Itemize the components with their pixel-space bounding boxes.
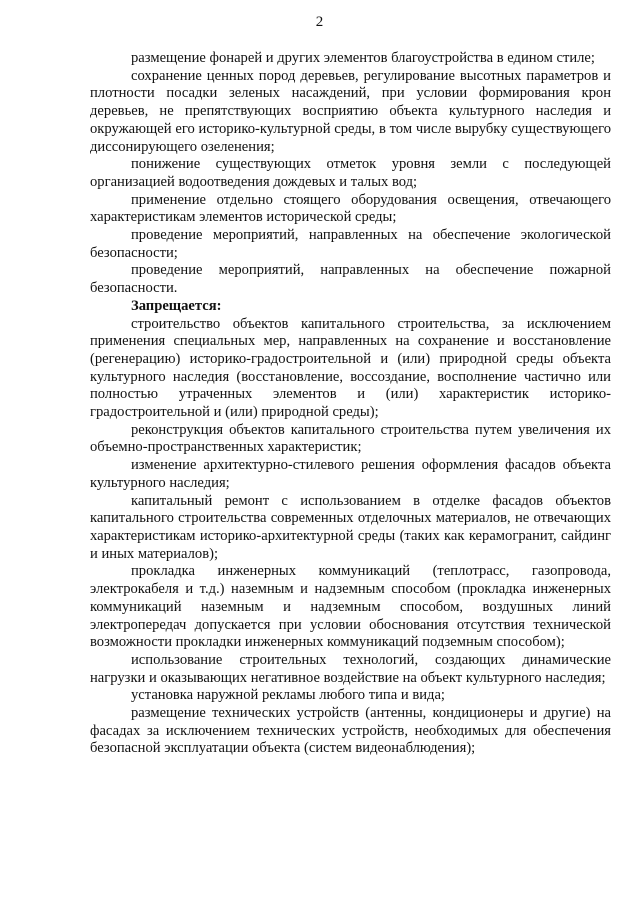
paragraph-facade-style: изменение архитектурно-стилевого решения оформления фасадов объекта культурного наследия; bbox=[90, 457, 611, 491]
paragraph-utilities: прокладка инженерных коммуникаций (теплотрасс, газопровода, электрокабеля и т.д.) наземным и надземным способом (прокладка инженерных коммуникаций наземным и надземным способом, воздушных линий электропередач допускается при условии обоснования отсутствия технической возможности прокладки инженерных коммуникаций подземным способом); bbox=[90, 563, 611, 651]
paragraph-tree-preservation: сохранение ценных пород деревьев, регулирование высотных параметров и плотности посадки зеленых насаждений, при условии формирования крон деревьев, не препятствующих восприятию объекта культурного наследия и окружающей его историко-культурной среды, в том числе вырубку существующего диссонирующего озеленения; bbox=[90, 67, 611, 155]
section-heading-prohibited: Запрещается: bbox=[131, 297, 222, 314]
paragraph-ground-level: понижение существующих отметок уровня земли с последующей организацией водоотведения дождевых и талых вод; bbox=[90, 156, 611, 190]
page-number: 2 bbox=[315, 14, 324, 30]
paragraph-fire-safety: проведение мероприятий, направленных на обеспечение пожарной безопасности. bbox=[90, 262, 611, 297]
document-body bbox=[90, 50, 611, 758]
paragraph-reconstruction: реконструкция объектов капитального строительства путем увеличения их объемно-пространственных характеристик; bbox=[90, 421, 611, 456]
paragraph-capital-repair: капитальный ремонт с использованием в отделке фасадов объектов капитального строительства современных отделочных материалов, не отвечающих характеристикам историко-архитектурной среды (таких как керамогранит, сайдинг и иных материалов); bbox=[90, 492, 611, 562]
paragraph-ecological-safety: проведение мероприятий, направленных на обеспечение экологической безопасности; bbox=[90, 227, 611, 261]
paragraph-lighting-equipment: применение отдельно стоящего оборудования освещения, отвечающего характеристикам элементов исторической среды; bbox=[90, 191, 611, 226]
paragraph-advertising: установка наружной рекламы любого типа и вида; bbox=[131, 687, 445, 704]
paragraph-lighting-elements: размещение фонарей и других элементов благоустройства в едином стиле; bbox=[131, 50, 595, 66]
paragraph-construction: строительство объектов капитального строительства, за исключением применения специальных мер, направленных на сохранение и восстановление (регенерацию) историко-градостроительной и (или) природной среды объекта культурного наследия (восстановление, воссоздание, восполнение частично или полностью утраченных элементов и (или) характеристик историко-градостроительной и (или) природной среды); bbox=[90, 315, 611, 421]
paragraph-technical-devices: размещение технических устройств (антенны, кондиционеры и другие) на фасадах за исключением технических устройств, необходимых для обеспечения безопасной эксплуатации объекта (систем видеонаблюдения); bbox=[90, 705, 611, 757]
paragraph-construction-tech: использование строительных технологий, создающих динамические нагрузки и оказывающих негативное воздействие на объект культурного наследия; bbox=[90, 651, 611, 686]
